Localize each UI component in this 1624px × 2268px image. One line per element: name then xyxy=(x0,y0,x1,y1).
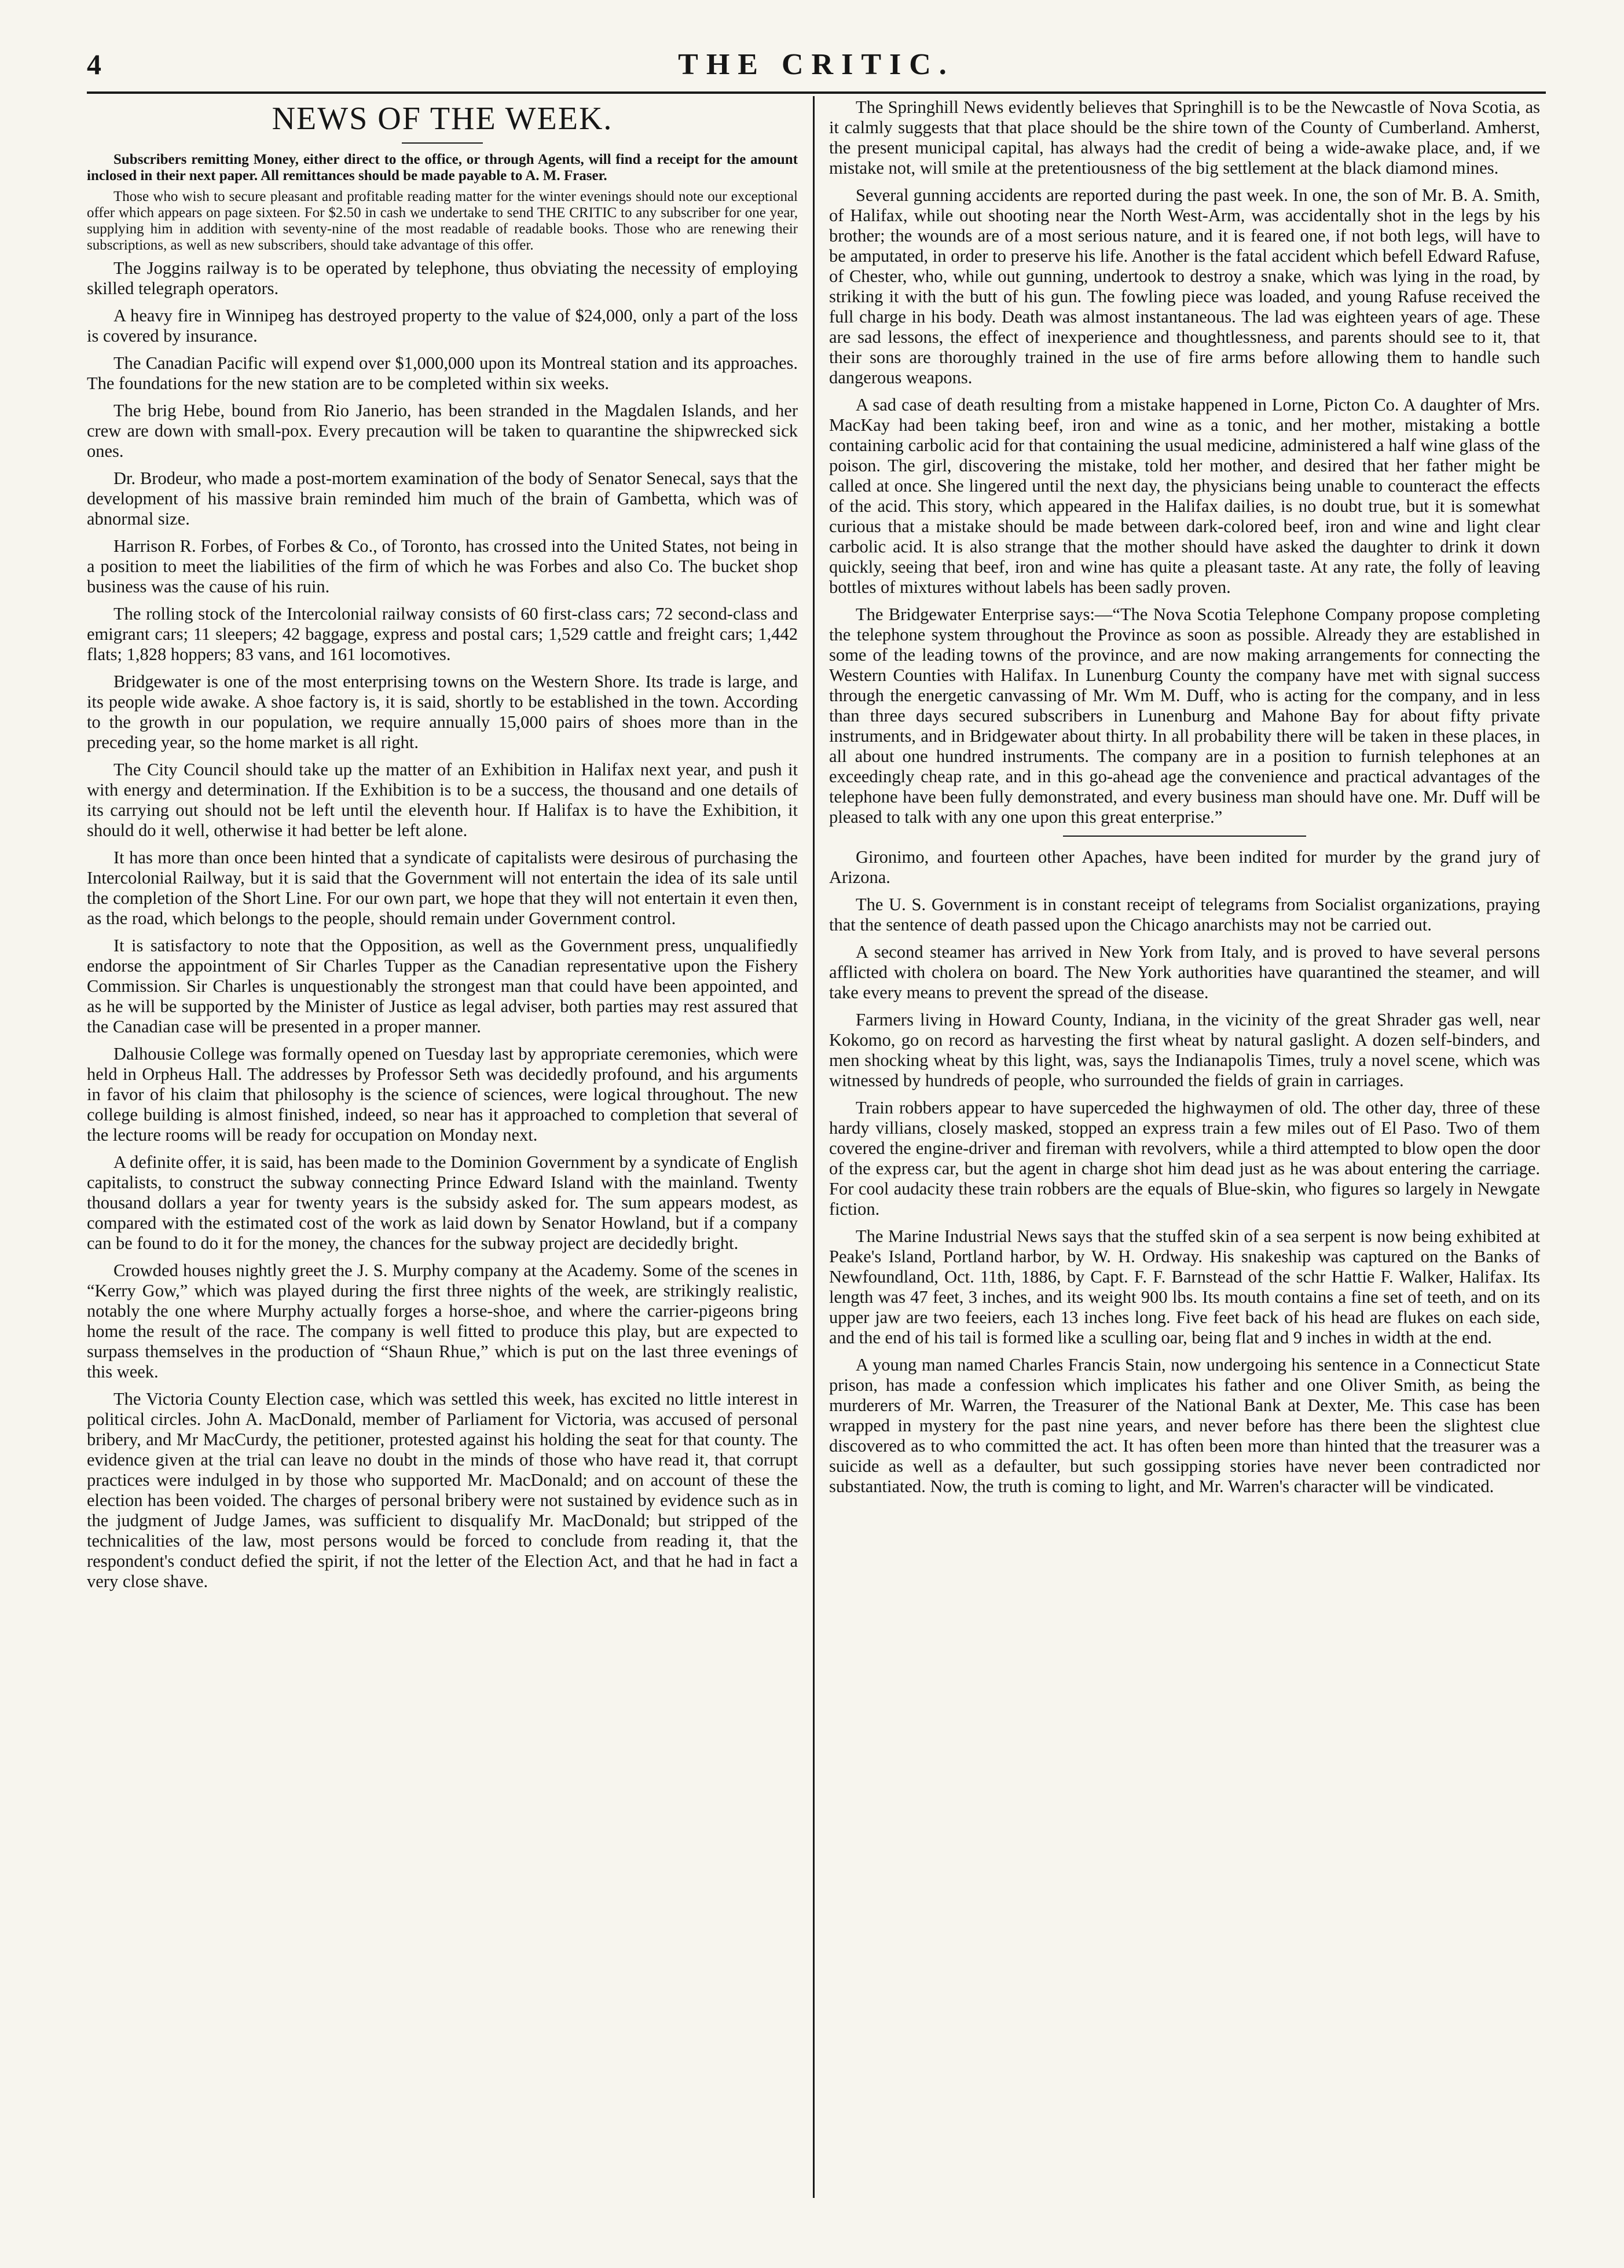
news-paragraph: Dr. Brodeur, who made a post-mortem examination of the body of Senator Senecal, says that the development of his massive brain reminded him much of the brain of Gambetta, which was of abnormal size. xyxy=(87,468,798,529)
left-column xyxy=(87,97,798,1599)
news-paragraph: The Canadian Pacific will expend over $1,000,000 upon its Montreal station and its approaches. The foundations for the new station are to be completed within six weeks. xyxy=(87,353,798,393)
page-header xyxy=(87,47,1546,88)
news-paragraph: The Springhill News evidently believes that Springhill is to be the Newcastle of Nova Scotia, as it calmly suggests that that place should be the shire town of the County of Cumberland. Amherst, the present municipal capital, has always had the credit of being a wide-awake place, and, if we mistake not, will smile at the pretentiousness of the big settlement at the black diamond mines. xyxy=(829,97,1540,178)
news-paragraph: It is satisfactory to note that the Opposition, as well as the Government press, unqualifiedly endorse the appointment of Sir Charles Tupper as the Canadian representative upon the Fishery Commission. Sir Charles is unquestionably the strongest man that could have been appointed, and as he will be supported by the Minister of Justice as legal adviser, both parties may rest assured that the Canadian case will be presented in a proper manner. xyxy=(87,936,798,1036)
news-paragraph: Farmers living in Howard County, Indiana, in the vicinity of the great Shrader gas well, near Kokomo, go on record as harvesting the first wheat by natural gaslight. A dozen self-binders, and men shocking wheat by this light, was, says the Indianapolis Times, truly a novel scene, which was witnessed by hundreds of people, who surrounded the fields of grain in carriages. xyxy=(829,1010,1540,1090)
subscriber-notices xyxy=(87,152,798,254)
news-paragraph: Several gunning accidents are reported during the past week. In one, the son of Mr. B. A. Smith, of Halifax, while out shooting near the North West-Arm, was accidentally shot in the legs by his brother; the wounds are of a most serious nature, and it is feared one, if not both legs, will have to be amputated, in order to preserve his life. Another is the fatal accident which befell Edward Rafuse, of Chester, who, while out gunning, undertook to destroy a snake, which was lying in the road, by striking it with the butt of his gun. The fowling piece was loaded, and young Rafuse received the full charge in his body. Death was almost instantaneous. The lad was eighteen years of age. These are sad lessons, the effect of inexperience and thoughtlessness, and parents should see to it, that their sons are thoroughly trained in the use of fire arms before allowing them to handle such dangerous weapons. xyxy=(829,185,1540,387)
news-paragraph: A definite offer, it is said, has been made to the Dominion Government by a syndicate of English capitalists, to construct the subway connecting Prince Edward Island with the mainland. Twenty thousand dollars a year for twenty years is the subsidy asked for. The sum appears modest, as compared with the estimated cost of the work as laid down by Senator Howland, but if a company can be found to do it for the money, the chances for the subway project are decidedly bright. xyxy=(87,1152,798,1253)
news-paragraph: Train robbers appear to have superceded the highwaymen of old. The other day, three of these hardy villians, closely masked, stopped an express train a few miles out of El Paso. Two of them covered the engine-driver and fireman with revolvers, while a third attempted to blow open the door of the express car, but the agent in charge shot him dead just as he was about entering the carriage. For cool audacity these train robbers are the equals of Blue-skin, who figures so largely in Newgate fiction. xyxy=(829,1098,1540,1219)
notice-paragraph: Those who wish to secure pleasant and profitable reading matter for the winter evenings should note our exceptional offer which appears on page sixteen. For $2.50 in cash we undertake to send THE CRITIC to any subscriber for one year, supplying him in addition with seventy-nine of the most readable of readable books. Those who are renewing their subscriptions, as well as new subscribers, should take advantage of this offer. xyxy=(87,189,798,253)
news-paragraph: Dalhousie College was formally opened on Tuesday last by appropriate ceremonies, which were held in Orpheus Hall. The addresses by Professor Seth was decidedly profound, and his arguments in favor of his claim that philosophy is the science of sciences, were logical throughout. The new college building is almost finished, indeed, so near has it approached to completion that several of the lecture rooms will be ready for occupation on Monday next. xyxy=(87,1044,798,1145)
section-heading: NEWS OF THE WEEK. xyxy=(272,101,613,137)
heading-rule xyxy=(402,142,483,144)
section-divider xyxy=(1063,836,1306,837)
masthead-title: THE CRITIC. xyxy=(678,48,955,81)
news-paragraph: Bridgewater is one of the most enterprising towns on the Western Shore. Its trade is large, and its people wide awake. A shoe factory is, it is said, shortly to be established in the town. According to the growth in our population, we require annually 15,000 pairs of shoes more than in the preceding year, so the home market is all right. xyxy=(87,672,798,752)
page-number: 4 xyxy=(87,48,101,80)
news-paragraph: It has more than once been hinted that a syndicate of capitalists were desirous of purchasing the Intercolonial Railway, but it is said that the Government will not entertain the idea of its sale until the completion of the Short Line. For our own part, we hope that they will not entertain it even then, as the road, which belongs to the people, should remain under Government control. xyxy=(87,848,798,928)
right-column xyxy=(829,97,1540,1504)
header-rule xyxy=(87,91,1546,94)
news-paragraph: The rolling stock of the Intercolonial railway consists of 60 first-class cars; 72 second-class and emigrant cars; 11 sleepers; 42 baggage, express and postal cars; 1,529 cattle and freight cars; 1,442 flats; 1,828 hoppers; 83 vans, and 161 locomotives. xyxy=(87,604,798,664)
news-paragraph: The Bridgewater Enterprise says:—“The Nova Scotia Telephone Company propose completing the telephone system throughout the Province as soon as possible. Already they are established in some of the leading towns of the province, and are now making arrangements for connecting the Western Counties with Halifax. In Lunenburg County the company have met with signal success through the energetic canvassing of Mr. Wm M. Duff, who is acting for the company, and in less than three days secured subscribers in Lunenburg and Mahone Bay for about fifty private instruments, and in Bridgewater about thirty. In all probability there will be taken in these places, in all about one hundred instruments. The company are in a position to furnish telephones at an exceedingly cheap rate, and in this go-ahead age the convenience and practical advantages of the telephone have been fully demonstrated, and every business man should have one. Mr. Duff will be pleased to talk with any one upon this great enterprise.” xyxy=(829,604,1540,827)
news-paragraph: A heavy fire in Winnipeg has destroyed property to the value of $24,000, only a part of the loss is covered by insurance. xyxy=(87,306,798,346)
news-paragraph: The City Council should take up the matter of an Exhibition in Halifax next year, and push it with energy and determination. If the Exhibition is to be a success, the thousand and one details of its carrying out should not be left until the eleventh hour. If Halifax is to have the Exhibition, it should do it well, otherwise it had better be left alone. xyxy=(87,760,798,840)
news-paragraph: The Joggins railway is to be operated by telephone, thus obviating the necessity of employing skilled telegraph operators. xyxy=(87,258,798,298)
news-paragraph: The brig Hebe, bound from Rio Janerio, has been stranded in the Magdalen Islands, and her crew are down with small-pox. Every precaution will be taken to quarantine the shipwrecked sick ones. xyxy=(87,401,798,461)
news-paragraph: Crowded houses nightly greet the J. S. Murphy company at the Academy. Some of the scenes in “Kerry Gow,” which was played during the first three nights of the week, are strikingly realistic, notably the one where Murphy actually forges a horse-shoe, and where the carrier-pigeons bring home the result of the race. The company is well fitted to produce this play, but are expected to surpass themselves in the production of “Shaun Rhue,” which is put on the last three evenings of this week. xyxy=(87,1261,798,1382)
column-divider xyxy=(813,96,815,2198)
news-paragraph: A young man named Charles Francis Stain, now undergoing his sentence in a Connecticut State prison, has made a confession which implicates his father and one Oliver Smith, as being the murderers of Mr. Warren, the Treasurer of the National Bank at Dexter, Me. This case has been wrapped in mystery for the past nine years, and never before has there been the slightest clue discovered as to who committed the act. It has often been more than hinted that the treasurer was a suicide as well as a defaulter, but such gossipping stories have never been contradicted nor substantiated. Now, the truth is coming to light, and Mr. Warren's character will be vindicated. xyxy=(829,1355,1540,1496)
news-paragraph: The Marine Industrial News says that the stuffed skin of a sea serpent is now being exhibited at Peake's Island, Portland harbor, by W. H. Ordway. His snakeship was captured on the Banks of Newfoundland, Oct. 11th, 1886, by Capt. F. F. Barnstead of the schr Hattie F. Walker, Halifax. Its length was 47 feet, 3 inches, and its weight 900 lbs. Its mouth contains a fine set of teeth, and on its upper jaw are two feeiers, each 13 inches long. Five feet back of his head are flukes on each side, and the end of his tail is formed like a sculling oar, being flat and 9 inches in width at the end. xyxy=(829,1226,1540,1347)
news-paragraph: Gironimo, and fourteen other Apaches, have been indited for murder by the grand jury of Arizona. xyxy=(829,847,1540,887)
news-paragraph: A second steamer has arrived in New York from Italy, and is proved to have several persons afflicted with cholera on board. The New York authorities have quarantined the steamer, and will take every means to prevent the spread of the disease. xyxy=(829,942,1540,1002)
notice-paragraph: Subscribers remitting Money, either direct to the office, or through Agents, will find a receipt for the amount inclosed in their next paper. All remittances should be made payable to A. M. Fraser. xyxy=(87,152,798,184)
news-paragraph: A sad case of death resulting from a mistake happened in Lorne, Picton Co. A daughter of Mrs. MacKay had been taking beef, iron and wine as a tonic, and her mother, mistaking a bottle containing carbolic acid for that containing the usual medicine, administered a half wine glass of the poison. The girl, discovering the mistake, told her mother, and desired that her father might be called at once. She lingered until the next day, the physicians being unable to counteract the effects of the acid. This story, which appeared in the Halifax dailies, is no doubt true, but it is somewhat curious that a mistake should be made between dark-colored beef, iron and wine and light clear carbolic acid. It is also strange that the mother should have asked the daughter to drink it down quickly, seeing that beef, iron and wine has quite a pleasant taste. At any rate, the folly of leaving bottles of mixtures without labels has been sadly proven. xyxy=(829,395,1540,597)
news-paragraph: Harrison R. Forbes, of Forbes & Co., of Toronto, has crossed into the United States, not being in a position to meet the liabilities of the firm of which he was Forbes and also Co. The bucket shop business was the cause of his ruin. xyxy=(87,536,798,596)
news-paragraph: The Victoria County Election case, which was settled this week, has excited no little interest in political circles. John A. MacDonald, member of Parliament for Victoria, was accused of personal bribery, and Mr MacCurdy, the petitioner, protested against his holding the seat for that county. The evidence given at the trial can leave no doubt in the minds of those who have read it, that corrupt practices were indulged in by those who supported Mr. MacDonald; and on account of these the election has been voided. The charges of personal bribery were not sustained by evidence such as in the judgment of Judge James, was sufficient to disqualify Mr. MacDonald; but stripped of the technicalities of the law, most persons would be forced to conclude from reading it, that the respondent's conduct defied the spirit, if not the letter of the Election Act, and that he had in fact a very close shave. xyxy=(87,1389,798,1591)
news-paragraph: The U. S. Government is in constant receipt of telegrams from Socialist organizations, praying that the sentence of death passed upon the Chicago anarchists may not be carried out. xyxy=(829,895,1540,935)
